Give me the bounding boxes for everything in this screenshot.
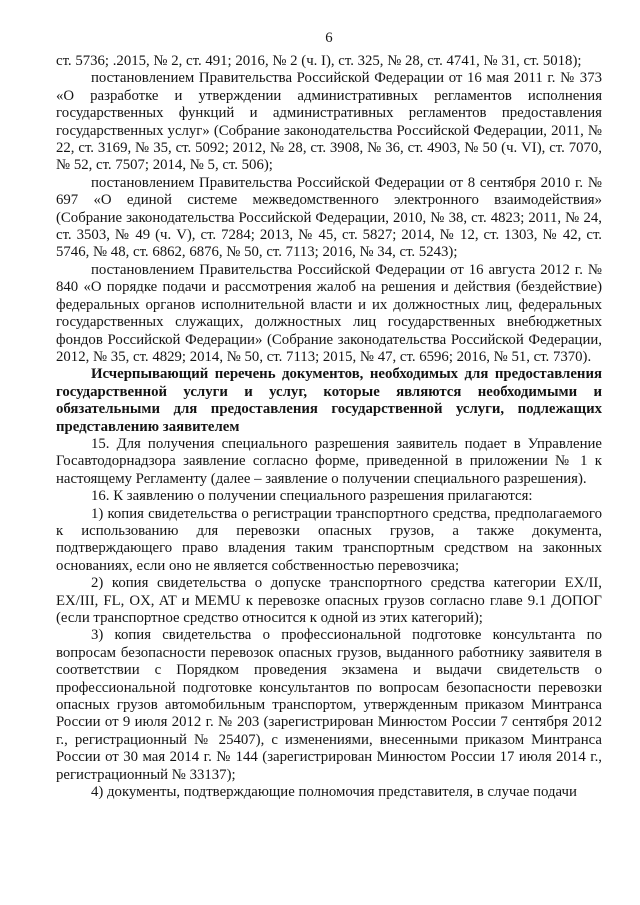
section-heading: Исчерпывающий перечень документов, необходимых для предоставления государственной услуги и услуг, которые являются необходимыми и обязательными для предоставления государственной услуги, подлежащих представлению заявителем — [56, 366, 602, 435]
paragraph-resolution-373: постановлением Правительства Российской Федерации от 16 мая 2011 г. № 373 «О разработке и утверждении административных регламентов исполнения государственных функций и административных регламентов предоставления государственных услуг» (Собрание законодательства Российской Федерации, 2011, № 22, ст. 3169, № 35, ст. 5092; 2012, № 28, ст. 3908, № 36, ст. 4903, № 50 (ч. VI), ст. 7070, № 52, ст. 7507; 2014, № 5, ст. 506); — [56, 70, 602, 174]
list-item-3: 3) копия свидетельства о профессиональной подготовке консультанта по вопросам безопасности перевозок опасных грузов, выданного работнику заявителя в соответствии с Порядком проведения экзамена и выдачи свидетельств о профессиональной подготовке консультантов по вопросам безопасности перевозки опасных грузов автомобильным транспортом, утвержденным приказом Минтранса России от 9 июля 2012 г. № 203 (зарегистрирован Минюстом России 7 сентября 2012 г., регистрационный № 25407), с изменениями, внесенными приказом Минтранса России от 30 мая 2014 г. № 144 (зарегистрирован Минюстом России 17 июля 2014 г., регистрационный № 33137); — [56, 627, 602, 783]
paragraph-item-16: 16. К заявлению о получении специального разрешения прилагаются: — [91, 488, 533, 505]
page-number: 6 — [325, 30, 333, 46]
list-item-2: 2) копия свидетельства о допуске транспортного средства категории EX/II, EX/III, FL, OX, AT и MEMU к перевозке опасных грузов согласно главе 9.1 ДОПОГ (если транспортное средство относится к одной из этих категорий); — [56, 575, 602, 626]
paragraph-continuation: ст. 5736; .2015, № 2, ст. 491; 2016, № 2 (ч. I), ст. 325, № 28, ст. 4741, № 31, ст. 5018); — [56, 53, 582, 69]
document-page — [56, 30, 602, 801]
paragraph-resolution-697: постановлением Правительства Российской Федерации от 8 сентября 2010 г. № 697 «О единой системе межведомственного электронного взаимодействия» (Собрание законодательства Российской Федерации, 2010, № 38, ст. 4823; 2011, № 24, ст. 3503, № 49 (ч. V), ст. 7284; 2013, № 45, ст. 5827; 2014, № 12, ст. 1303, № 42, ст. 5746, № 48, ст. 6862, 6876, № 50, ст. 7113; 2016, № 34, ст. 5243); — [56, 174, 602, 261]
list-item-1: 1) копия свидетельства о регистрации транспортного средства, предполагаемого к использованию для перевозки опасных грузов, а также документа, подтверждающего право владения таким транспортным средством на законных основаниях, если оно не является собственностью перевозчика; — [56, 505, 602, 574]
list-item-4: 4) документы, подтверждающие полномочия представителя, в случае подачи — [91, 784, 577, 801]
paragraph-resolution-840: постановлением Правительства Российской Федерации от 16 августа 2012 г. № 840 «О порядке подачи и рассмотрения жалоб на решения и действия (бездействие) федеральных органов исполнительной власти и их должностных лиц, федеральных государственных служащих, должностных лиц государственных внебюджетных фондов Российской Федерации» (Собрание законодательства Российской Федерации, 2012, № 35, ст. 4829; 2014, № 50, ст. 7113; 2015, № 47, ст. 6596; 2016, № 51, ст. 7370). — [56, 261, 602, 365]
paragraph-item-15: 15. Для получения специального разрешения заявитель подает в Управление Госавтодорнадзора заявление согласно форме, приведенной в приложении № 1 к настоящему Регламенту (далее – заявление о получении специального разрешения). — [56, 435, 602, 487]
